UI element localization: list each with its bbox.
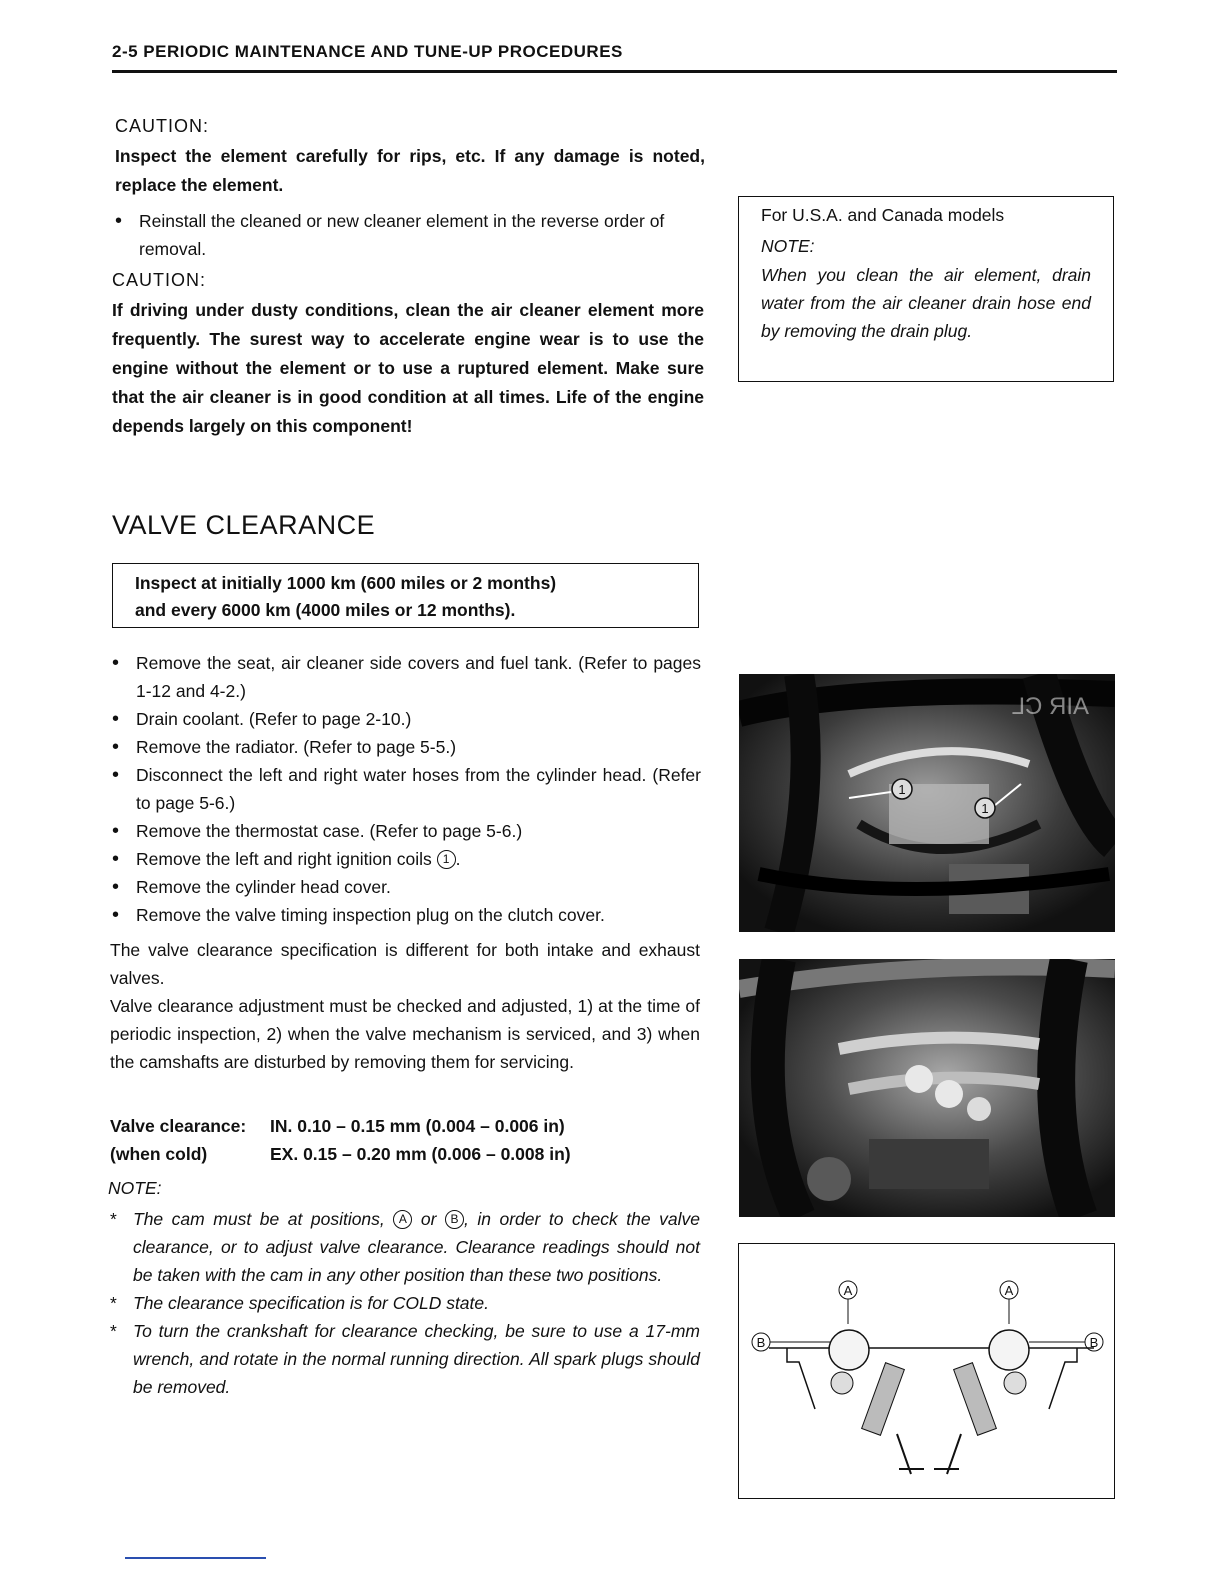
caution-heading: CAUTION: xyxy=(115,116,210,136)
note-box-title: For U.S.A. and Canada models xyxy=(761,205,1005,225)
list-item: • Remove the seat, air cleaner side covers and fuel tank. (Refer to pages 1-12 and 4-2.) xyxy=(112,649,701,705)
callout-a: A xyxy=(393,1210,412,1229)
paragraph-adjustment: Valve clearance adjustment must be checked and adjusted, 1) at the time of periodic inspection, 2) when the valve mechanism is serviced, and 3) when the camshafts are disturbed by removing them for servicing. xyxy=(110,996,700,1072)
page-header: 2-5 PERIODIC MAINTENANCE AND TUNE-UP PROCEDURES xyxy=(112,42,623,61)
step-text: Remove the left and right ignition coils xyxy=(136,849,432,869)
step-end: . xyxy=(455,849,461,869)
list-item: • Drain coolant. (Refer to page 2-10.) xyxy=(112,705,701,733)
note-item: * To turn the crankshaft for clearance checking, be sure to use a 17-mm wrench, and rotate in the normal running direction. All spark plugs should be removed. xyxy=(108,1317,700,1401)
callout-b: B xyxy=(445,1210,464,1229)
diagram-label-b: B xyxy=(756,1335,766,1350)
header-rule xyxy=(112,70,1117,73)
cam-position-diagram xyxy=(738,1243,1115,1499)
note-block xyxy=(108,1178,700,1401)
valve-clearance-spec xyxy=(110,1112,571,1168)
list-item: • Remove the cylinder head cover. xyxy=(112,873,701,901)
inspection-line-2: and every 6000 km (4000 miles or 12 months). xyxy=(135,600,516,620)
diagram-label-a: A xyxy=(843,1283,853,1298)
list-item: • Disconnect the left and right water hoses from the cylinder head. (Refer to page 5-6.) xyxy=(112,761,701,817)
note-label: NOTE: xyxy=(761,236,815,256)
section-title: VALVE CLEARANCE xyxy=(112,510,376,540)
caution-text: Inspect the element carefully for rips, etc. If any damage is noted, replace the element. xyxy=(115,146,705,195)
photo-illustration xyxy=(739,674,1115,932)
spec-exhaust: EX. 0.15 – 0.20 mm (0.006 – 0.008 in) xyxy=(270,1144,571,1164)
note-item: * The cam must be at positions, A or B , in order to check the valve clearance, or to adjust valve clearance. Clearance readings should not be taken with the cam in any other position than these two positions. xyxy=(108,1205,700,1289)
photo-watermark: AIR CL xyxy=(1011,693,1089,720)
reinstall-list xyxy=(115,207,705,263)
inspection-interval-box xyxy=(112,563,699,628)
photo-illustration xyxy=(739,959,1115,1217)
inspection-line-1: Inspect at initially 1000 km (600 miles or 2 months) xyxy=(135,573,557,593)
note-item: * The clearance specification is for COLD state. xyxy=(108,1289,700,1317)
engine-photo-camshafts xyxy=(739,959,1115,1217)
caution-block-1 xyxy=(115,116,705,200)
spec-intake: IN. 0.10 – 0.15 mm (0.004 – 0.006 in) xyxy=(270,1116,565,1136)
list-item xyxy=(112,845,701,873)
caution-heading: CAUTION: xyxy=(112,270,207,290)
diagram-label-a: A xyxy=(1004,1283,1014,1298)
photo-callout-1: 1 xyxy=(898,782,906,797)
paragraph-spec-diff: The valve clearance specification is different for both intake and exhaust valves. xyxy=(110,940,700,988)
engine-photo-ignition-coils xyxy=(739,674,1115,932)
spec-label-cold: (when cold) xyxy=(110,1144,208,1164)
diagram-label-b: B xyxy=(1089,1335,1099,1350)
diagram-illustration xyxy=(739,1244,1113,1497)
note-body: When you clean the air element, drain water from the air cleaner drain hose end by removing the drain plug. xyxy=(761,265,1091,341)
spec-label: Valve clearance: xyxy=(110,1116,247,1136)
list-item: • Remove the thermostat case. (Refer to page 5-6.) xyxy=(112,817,701,845)
photo-callout-1: 1 xyxy=(981,801,989,816)
list-item: • Remove the valve timing inspection plug on the clutch cover. xyxy=(112,901,701,929)
footer-rule xyxy=(125,1557,266,1559)
note-label: NOTE: xyxy=(108,1178,162,1198)
caution-block-2 xyxy=(112,270,704,441)
caution-text: If driving under dusty conditions, clean the air cleaner element more frequently. The surest way to accelerate engine wear is to use the engine without the element or to use a ruptured element. Make sure that the air cleaner is in good condition at all times. Life of the engine depends largely on this component! xyxy=(112,300,704,436)
list-item: • Reinstall the cleaned or new cleaner element in the reverse order of removal. xyxy=(115,207,705,263)
usa-canada-note-box xyxy=(738,196,1114,382)
procedure-steps xyxy=(112,649,701,929)
callout-1: 1 xyxy=(437,850,456,869)
list-item: • Remove the radiator. (Refer to page 5-5.) xyxy=(112,733,701,761)
